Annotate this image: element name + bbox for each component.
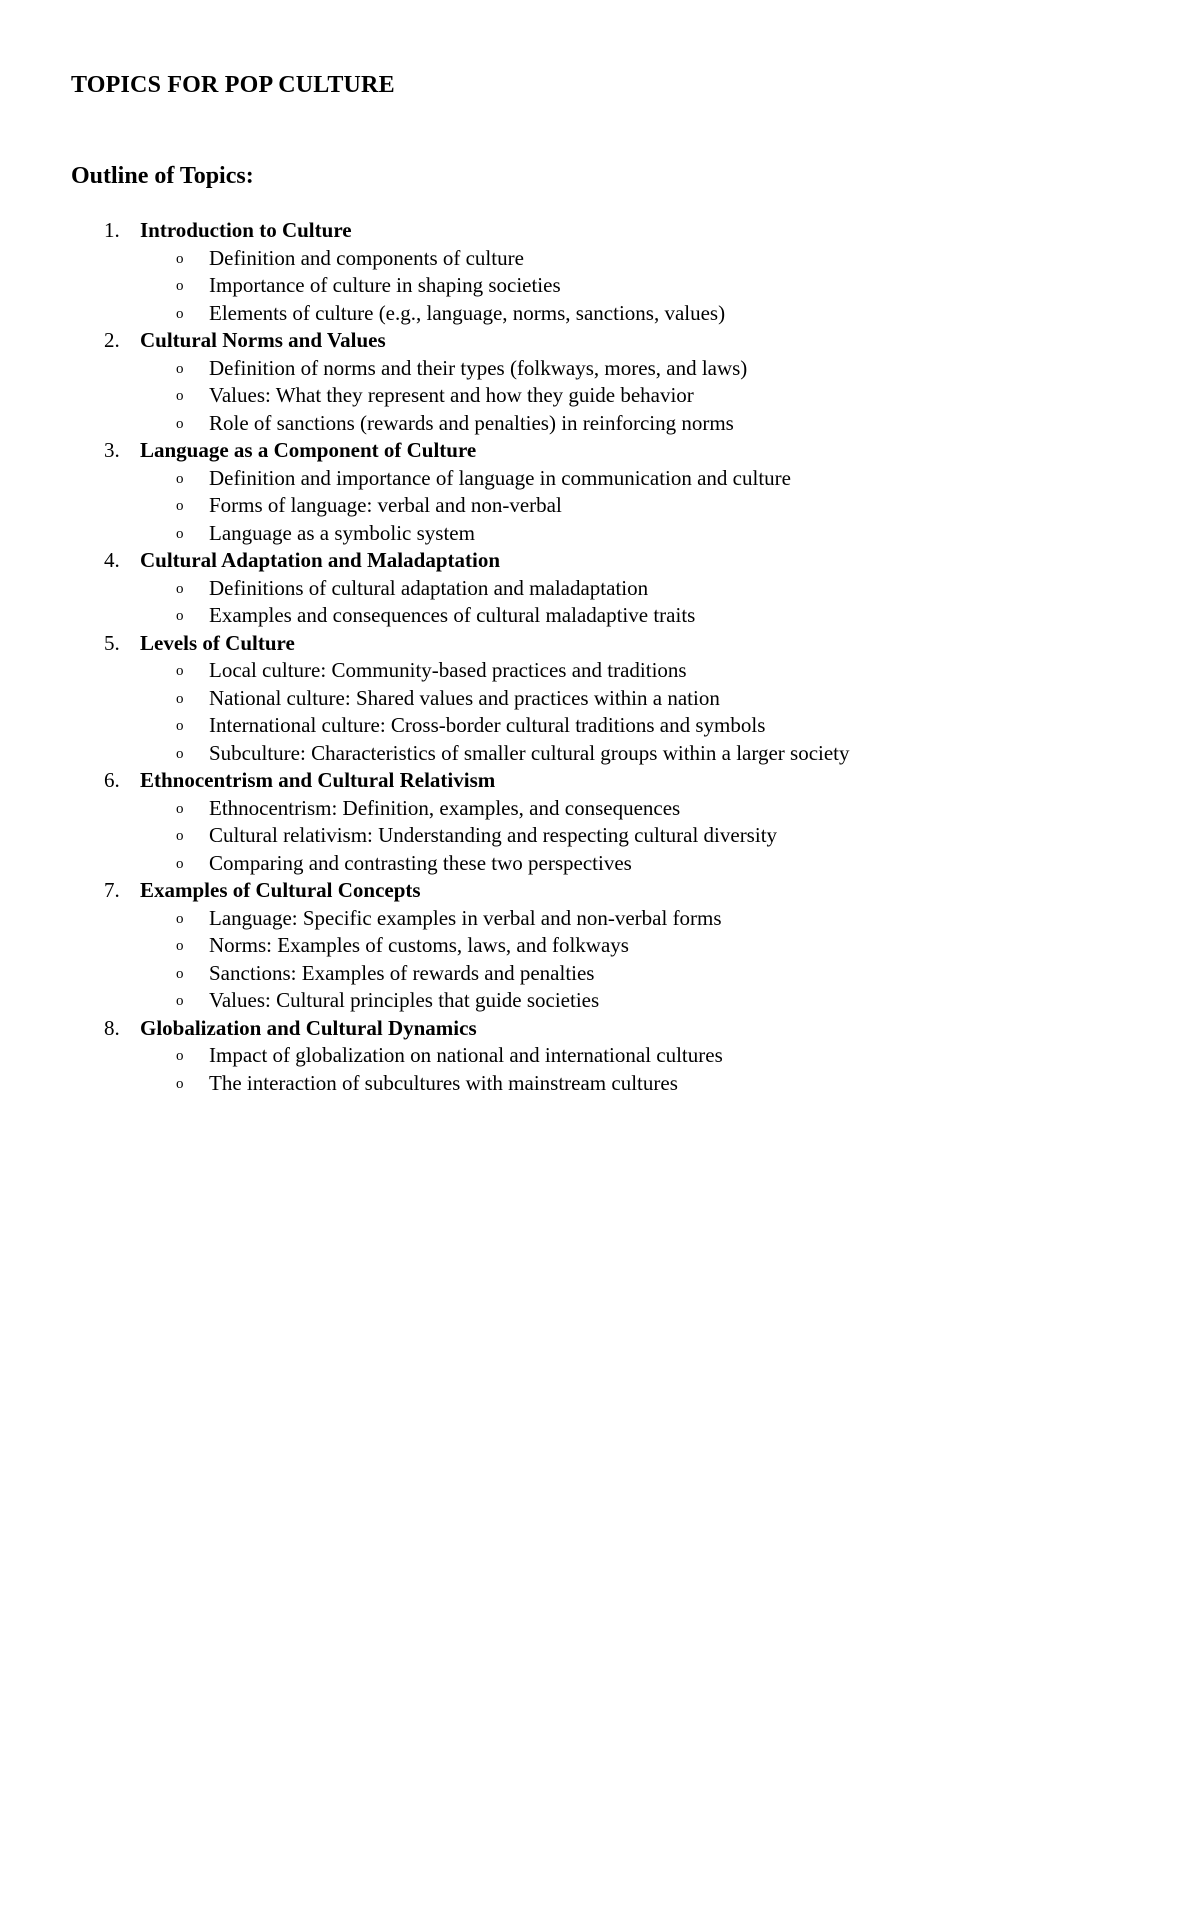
subtopic-text: National culture: Shared values and practices within a nation (209, 685, 720, 710)
subtopic-item (0, 987, 1200, 1015)
subtopic-item (0, 520, 1200, 548)
topic-item (0, 630, 1200, 768)
topic-item (0, 877, 1200, 1015)
subtopic-text: Language as a symbolic system (209, 520, 475, 545)
subtopic-text: Role of sanctions (rewards and penalties) in reinforcing norms (209, 410, 734, 435)
topic-item (0, 1015, 1200, 1098)
bullet-icon: o (176, 470, 184, 487)
subtopic-item (0, 300, 1200, 328)
topic-title: Introduction to Culture (140, 218, 352, 242)
bullet-icon: o (176, 580, 184, 597)
subtopic-item (0, 685, 1200, 713)
subtopic-text: Local culture: Community-based practices and traditions (209, 658, 687, 682)
topic-title: Examples of Cultural Concepts (140, 878, 421, 902)
bullet-icon: o (176, 415, 184, 432)
topic-number: 7. (104, 878, 120, 902)
topic-item (0, 217, 1200, 327)
subtopic-text: Elements of culture (e.g., language, norms, sanctions, values) (209, 300, 726, 325)
topic-number: 8. (104, 1015, 120, 1040)
subtopic-text: Impact of globalization on national and international cultures (209, 1043, 723, 1067)
subtopic-item (0, 1042, 1200, 1070)
subtopic-item (0, 272, 1200, 300)
subtopic-list (0, 575, 1200, 630)
subtopic-text: Definition and components of culture (209, 245, 524, 270)
subtopic-text: Examples and consequences of cultural maladaptive traits (209, 603, 696, 627)
subtopic-item (0, 245, 1200, 273)
subtopic-item (0, 712, 1200, 740)
bullet-icon: o (176, 690, 184, 707)
bullet-icon: o (176, 965, 184, 982)
bullet-icon: o (176, 1048, 184, 1064)
subtopic-text: Importance of culture in shaping societies (209, 273, 561, 297)
subtopic-text: Language: Specific examples in verbal and non-verbal forms (209, 905, 722, 930)
bullet-icon: o (176, 250, 184, 267)
subtopic-text: The interaction of subcultures with mainstream cultures (209, 1070, 678, 1095)
subtopic-item (0, 410, 1200, 438)
bullet-icon: o (176, 278, 184, 294)
topic-number: 4. (104, 548, 120, 572)
subtopic-text: Subculture: Characteristics of smaller cultural groups within a larger society (209, 740, 850, 765)
subtopic-item (0, 382, 1200, 410)
subtopic-list (0, 245, 1200, 328)
bullet-icon: o (176, 855, 184, 872)
document-title: TOPICS FOR POP CULTURE (71, 72, 395, 98)
topic-item (0, 327, 1200, 437)
topic-title: Ethnocentrism and Cultural Relativism (140, 768, 496, 792)
topic-number: 6. (104, 768, 120, 792)
bullet-icon: o (176, 800, 184, 817)
topic-title: Levels of Culture (140, 630, 295, 655)
topic-number: 1. (104, 218, 120, 242)
subtopic-item (0, 740, 1200, 768)
topic-item (0, 547, 1200, 630)
bullet-icon: o (176, 608, 184, 624)
subtopic-text: Values: What they represent and how they guide behavior (209, 383, 694, 407)
bullet-icon: o (176, 388, 184, 404)
subtopic-list (0, 355, 1200, 438)
topic-item (0, 437, 1200, 547)
subtopic-item (0, 1070, 1200, 1098)
subtopic-item (0, 850, 1200, 878)
topic-heading-line (0, 630, 1200, 658)
topic-number: 2. (104, 328, 120, 352)
topic-number: 5. (104, 630, 120, 655)
subtopic-text: International culture: Cross-border cultural traditions and symbols (209, 713, 766, 737)
bullet-icon: o (176, 1075, 184, 1092)
subtopic-item (0, 465, 1200, 493)
topic-heading-line (0, 767, 1200, 795)
topic-number: 3. (104, 438, 120, 462)
subtopic-text: Sanctions: Examples of rewards and penalties (209, 960, 595, 985)
subtopic-item (0, 575, 1200, 603)
subtopic-text: Forms of language: verbal and non-verbal (209, 493, 562, 517)
subtopic-item (0, 657, 1200, 685)
subtopic-text: Definition and importance of language in communication and culture (209, 465, 791, 490)
subtopic-text: Comparing and contrasting these two perspectives (209, 850, 632, 875)
bullet-icon: o (176, 525, 184, 542)
bullet-icon: o (176, 745, 184, 762)
topic-title: Cultural Adaptation and Maladaptation (140, 548, 500, 572)
subtopic-text: Values: Cultural principles that guide societies (209, 988, 600, 1012)
bullet-icon: o (176, 498, 184, 514)
subtopic-item (0, 355, 1200, 383)
topic-heading-line (0, 437, 1200, 465)
bullet-icon: o (176, 938, 184, 954)
topic-item (0, 767, 1200, 877)
subtopic-item (0, 795, 1200, 823)
subtopic-list (0, 795, 1200, 878)
topic-heading-line (0, 547, 1200, 575)
subtopic-item (0, 932, 1200, 960)
topics-outline (0, 217, 1200, 1097)
topic-title: Globalization and Cultural Dynamics (140, 1015, 477, 1040)
subtopic-text: Ethnocentrism: Definition, examples, and consequences (209, 795, 681, 820)
subtopic-list (0, 465, 1200, 548)
subtopic-list (0, 1042, 1200, 1097)
subtopic-text: Definitions of cultural adaptation and maladaptation (209, 575, 649, 600)
subtopic-text: Cultural relativism: Understanding and respecting cultural diversity (209, 823, 778, 847)
bullet-icon: o (176, 910, 184, 927)
subtopic-text: Definition of norms and their types (folkways, mores, and laws) (209, 355, 748, 380)
bullet-icon: o (176, 663, 184, 679)
outline-heading: Outline of Topics: (71, 163, 254, 189)
bullet-icon: o (176, 360, 184, 377)
topic-title: Cultural Norms and Values (140, 328, 386, 352)
topic-title: Language as a Component of Culture (140, 438, 477, 462)
subtopic-item (0, 960, 1200, 988)
subtopic-item (0, 492, 1200, 520)
topic-heading-line (0, 217, 1200, 245)
topic-heading-line (0, 327, 1200, 355)
subtopic-item (0, 602, 1200, 630)
bullet-icon: o (176, 718, 184, 734)
subtopic-item (0, 822, 1200, 850)
subtopic-item (0, 905, 1200, 933)
bullet-icon: o (176, 993, 184, 1009)
topic-heading-line (0, 1015, 1200, 1043)
bullet-icon: o (176, 305, 184, 322)
subtopic-text: Norms: Examples of customs, laws, and folkways (209, 933, 629, 957)
bullet-icon: o (176, 828, 184, 844)
topic-heading-line (0, 877, 1200, 905)
subtopic-list (0, 657, 1200, 767)
subtopic-list (0, 905, 1200, 1015)
